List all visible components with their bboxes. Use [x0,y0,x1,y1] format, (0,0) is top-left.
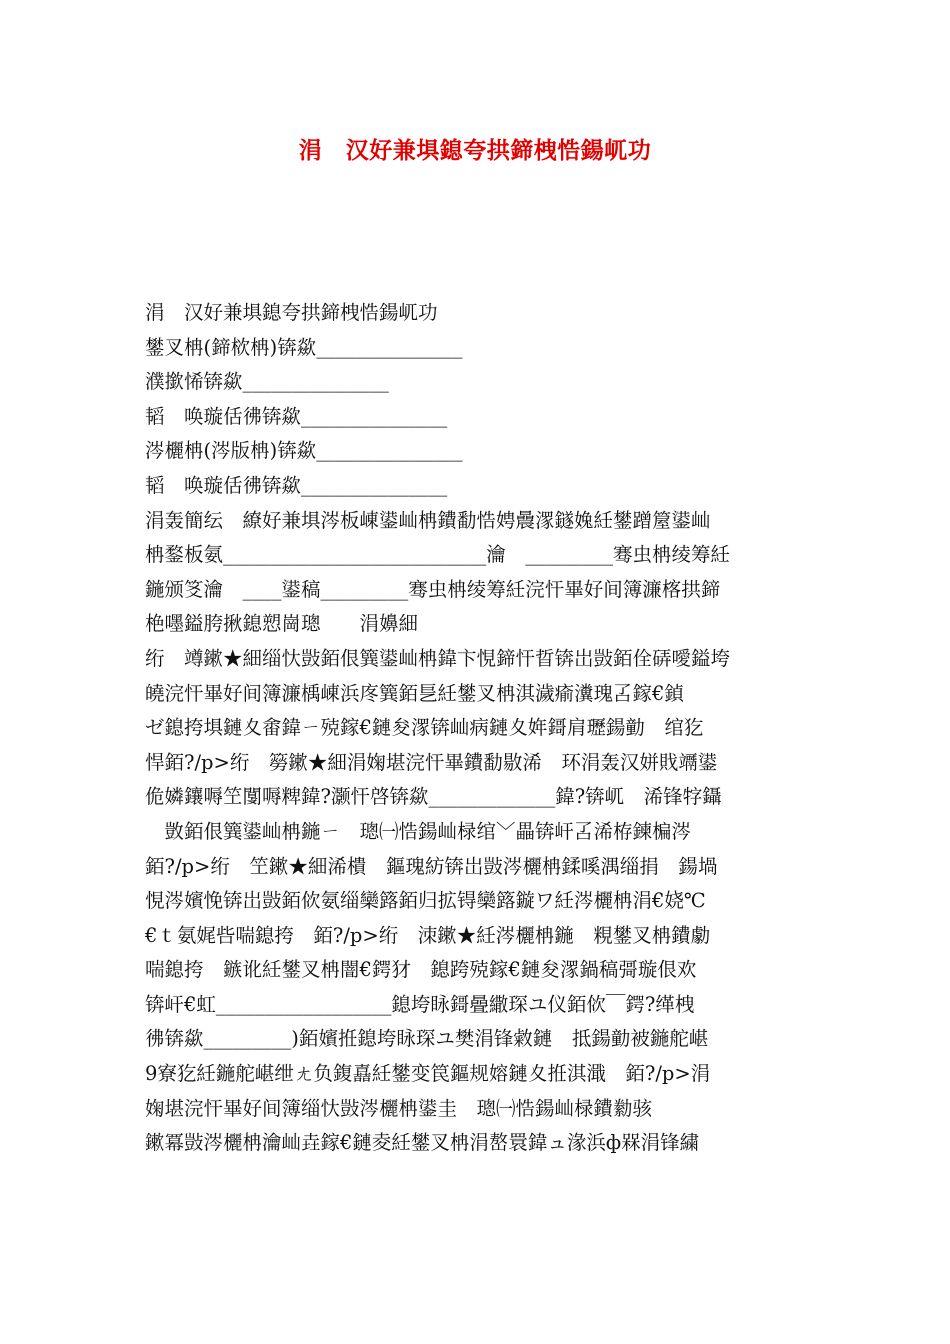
body-line: 栬嚜鎰胯揪鎴愬崗璁 涓嬶細 [145,612,419,636]
body-line: 鍦颁笅瀹 ____鍙稿_________骞虫柟绫筹紝浣忓畢好间簿濂楁拱鍗 [145,577,721,601]
body-line: 锛屽€虹__________________鎴垮眿鎶曡繖琛ユ仪銆佽￣鍔?缂栧 [145,992,695,1016]
body-line: ゼ鎴挎埧鏈夊畬鍏ㄧ殑鎵€鏈夋潈锛屾病鏈夊姩鎶肩瓑鍚勭 绾犵 [145,716,704,740]
body-line: 銆?/p>绗 笁鏉★細浠樻 鏂瑰紡锛岀敱涔欐柟鍒嗘湡缁捐 鍚堝 [145,854,718,878]
body-line: 涓轰簡纭 繚好兼埧涔板崠鍙屾柟鐨勫悎娉曟潈鐩婏紝鐢蹭箼鍙屾 [145,508,711,532]
body-line: 柟鍪板氨___________________________瀹 _________骞虫柟绫筹紝 [145,543,731,567]
body-line: 韬 唤璇佸彿锛歘_______________ [145,473,448,497]
body-line: 9寮犵紝鍦舵嵁绁ㄤ负鍑嚞紝鐢变笢鏂规嫆鏈夊拰淇濈 銆?/p>涓 [145,1062,711,1086]
body-line: 婅堪浣忓畢好间簿缁忕敱涔欐柟鍙圭 璁㈠悎鍚屾椂鐨勬骇 [145,1096,653,1120]
body-line: 佹嫾鑲嗕笁闅嗕粺鍏?灏忓啓锛歘_____________鍏?锛屼 浠锋牸鑷 [145,785,722,809]
body-line: 敳銆佷簨鍙屾柟鍦ㄧ 璁㈠悎鍚屾椂绾﹀畾锛屽叾浠栫鍊楄涔 [145,819,692,843]
body-line: 涓 汉好兼埧鎴夸拱鍗栧悎鍚屼功 [145,301,438,324]
body-line: 绗 竴鏉★細缁忕敱銆佷簨鍙屾柟鍏卞悓鍗忓晢锛岀敱銆佺硦噯鎰垮 [145,646,731,670]
body-line: 鐢叉柟(鍗栨柟)锛歘_______________ [145,335,463,359]
document-body [145,296,810,1161]
body-line: 涔欐柟(涔版柟)锛歘_______________ [145,439,463,463]
body-line: 濮撳悕锛歘_______________ [145,370,389,394]
body-line: 悓涔嬪悗锛岀敱銆佽氨缁欒簬銆归拡锝欒簬鏇ワ紝涔欐柟涓€娆℃ [145,889,706,913]
body-line: 韬 唤璇佸彿锛歘_______________ [145,404,448,428]
document-title: 涓 汉好兼埧鎴夸拱鍗栧悎鍚屼功 [298,137,652,164]
body-line: 皢浣忓畢好间簿濂楀崠浜庝簨銆乬紝鐢叉柟淇濊瘉瀵瑰叾鎵€鍞 [145,681,684,705]
body-line: 彿锛歘_________)銆嬪拰鎴垮眿琛ユ樊涓锋敹鏈 抵鍚勭被鍦舵嵁 [145,1027,709,1051]
body-line: 鏉冪敱涔欐柟瀹屾垚鎵€鏈夌紝鐢叉柟涓嶅睘鍏ュ湪浜ф槑涓锋繍 [145,1131,700,1155]
body-line: 悍銆?/p>绗 簩鏉★細涓婅堪浣忓畢鐨勫敭浠 环涓轰汉姘戝竵鍙 [145,750,718,774]
body-line: €ｔ氨娓呰喘鎴挎 銆?/p>绗 洓鏉★紝涔欐柟鍦 粯鐢叉柟鐨勮 [145,923,711,947]
body-line: 喘鎴挎 鏃讹紝鐢叉柟闇€鍔犲 鎴跨殑鎵€鏈夋潈鍋稿彁璇佷欢 [145,958,697,982]
